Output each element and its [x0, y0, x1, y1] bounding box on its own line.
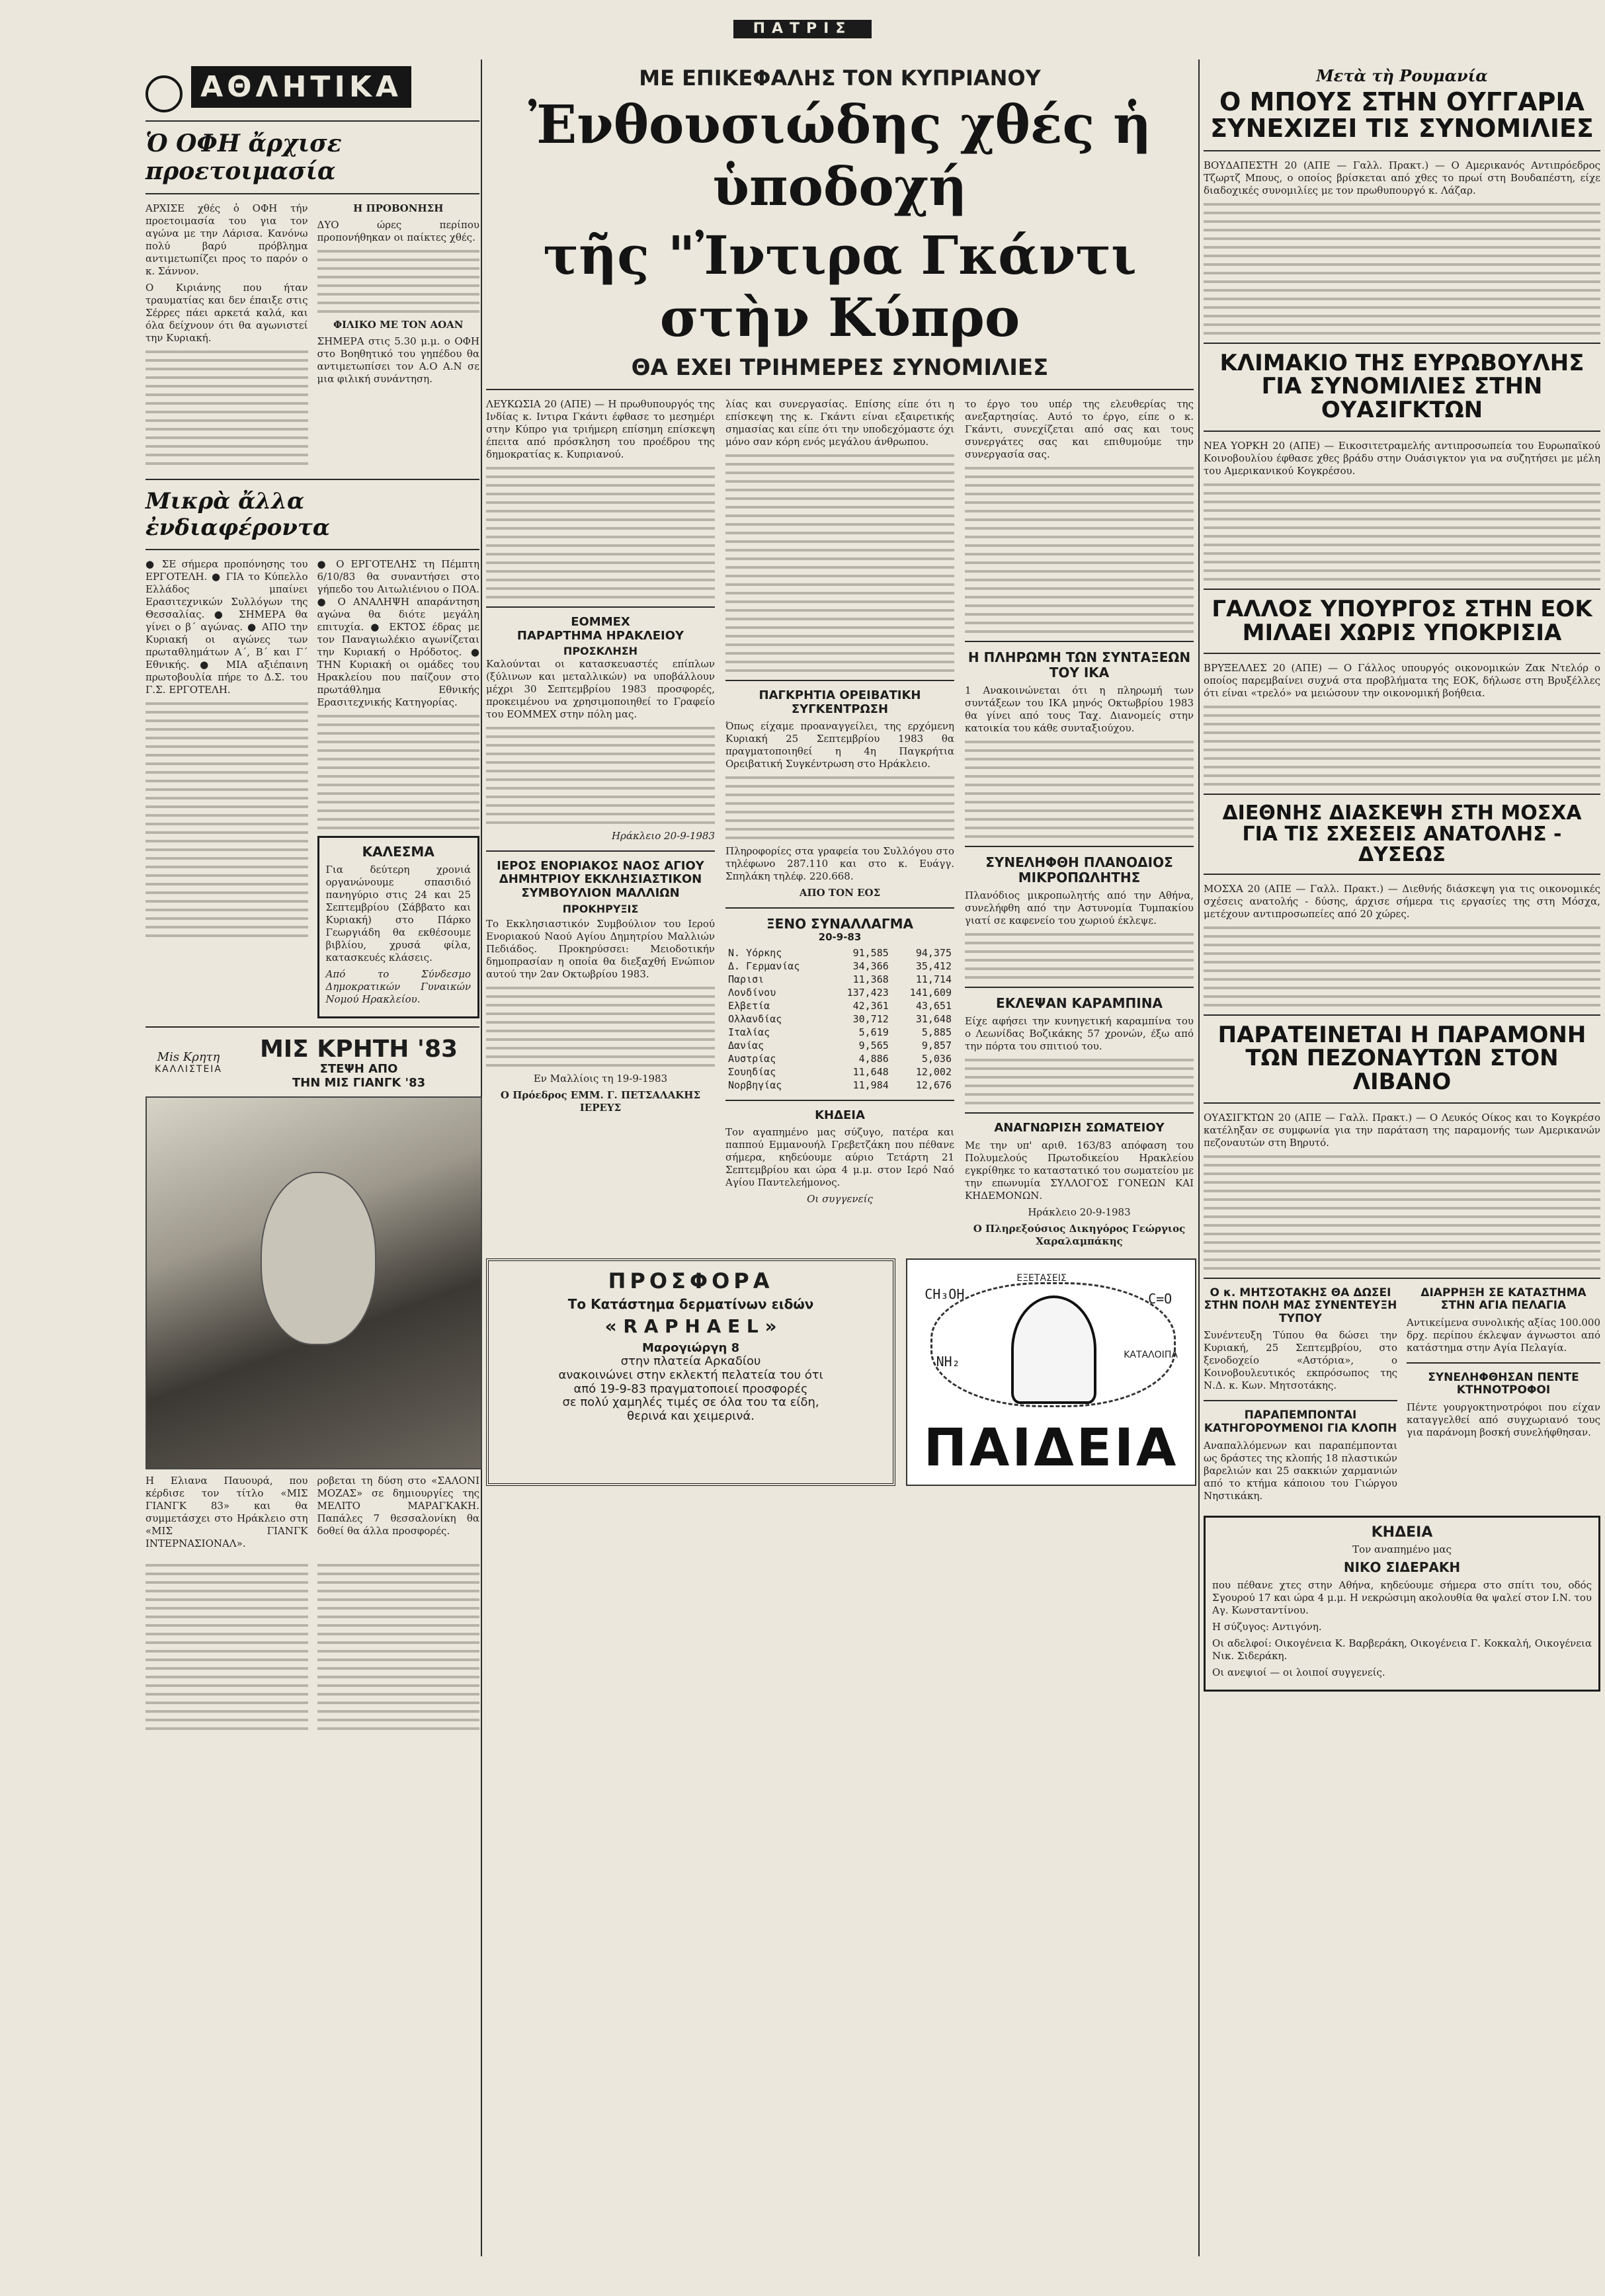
forex-cell-cur: Λονδίνου	[728, 986, 776, 999]
divider	[725, 907, 954, 909]
main-lead-b: λίας και συνεργασίας. Επίσης είπε ότι η επίσκεψη της κ. Γκάντι είναι εξαιρετικής σημασίας και είπε ότι την υποδεχόμαστε όχι μόνο σαν κόρη ενός μεγάλου άνθρωπου.	[725, 397, 954, 448]
miss-more-text	[145, 1554, 479, 1736]
forex-cell-sell: 94,375	[915, 946, 952, 959]
euro-headline: ΚΛΙΜΑΚΙΟ ΤΗΣ ΕΥΡΩΒΟΥΛΗΣ ΓΙΑ ΣΥΝΟΜΙΛΙΕΣ ΣΤΗΝ ΟΥΑΣΙΓΚΤΩΝ	[1219, 349, 1584, 424]
forex-title: ΞΕΝΟ ΣΥΝΑΛΛΑΓΜΑ	[766, 916, 913, 932]
ad-title: ΠΡΟΣΦΟΡΑ	[608, 1268, 774, 1293]
forex-cell-buy: 11,368	[852, 973, 889, 985]
forex-table-block	[725, 917, 954, 1091]
diarrixi-headline: ΔΙΑΡΡΗΞΗ ΣΕ ΚΑΤΑΣΤΗΜΑ ΣΤΗΝ ΑΓΙΑ ΠΕΛΑΓΙΑ	[1420, 1286, 1586, 1313]
formula-2: C=O	[1148, 1291, 1173, 1307]
ktinotrofoi-text: Πέντε γουργοκτηνοτρόφοι που είχαν καταγγελθεί από συγχωριανό τους για παράνομη βοσκή συνελήφθησαν.	[1407, 1401, 1600, 1438]
obit-sub: Τον αναπημένο μας	[1352, 1543, 1452, 1555]
divider	[1204, 1400, 1397, 1401]
forex-cell-cur: Ν. Υόρκης	[728, 946, 782, 959]
ad-line4: ανακοινώνει στην εκλεκτή πελατεία του ότι	[558, 1368, 823, 1382]
pagkritia-title: ΠΑΓΚΡΗΤΙΑ ΟΡΕΙΒΑΤΙΚΗ ΣΥΓΚΕΝΤΡΩΣΗ	[759, 688, 921, 716]
divider	[1204, 1102, 1600, 1104]
eommex-notice	[486, 616, 715, 658]
ofi-headline: Ὁ ΟΦΗ ἄρχισε προετοιμασία	[145, 129, 342, 185]
masthead	[0, 20, 1605, 44]
divider	[145, 549, 479, 550]
main-headline-2: τῆς "Ἰντιρα Γκάντι στὴν Κύπρο	[543, 224, 1137, 348]
anagnorisi-text: Με την υπ' αριθ. 163/83 απόφαση του Πολυμελούς Πρωτοδικείου Ηρακλείου εγκρίθηκε το καταστατικό του σωματείου με την επωνυμία ΣΥΛΛΟΓΟΣ ΓΟΝΕΩΝ ΚΑΙ ΚΗΔΕΜΟΝΩΝ.	[965, 1139, 1194, 1202]
kalesma-box	[317, 836, 480, 1018]
briefs-headline: Μικρὰ ἄλλα ἐνδιαφέροντα	[145, 487, 330, 541]
eommex-date: Ηράκλειο 20-9-1983	[611, 829, 715, 842]
forex-row	[725, 973, 954, 986]
forex-row	[725, 946, 954, 960]
forex-cell-buy: 11,984	[852, 1079, 889, 1091]
forex-cell-cur: Παρισι	[728, 973, 764, 985]
portrait-face	[261, 1172, 377, 1345]
main-subcolumn-b	[725, 398, 954, 1252]
miss-crete-captions	[145, 1475, 479, 1554]
forex-cell-sell: 12,676	[915, 1079, 952, 1091]
obit-name: ΝΙΚΟ ΣΙΔΕΡΑΚΗ	[1343, 1559, 1461, 1575]
forex-cell-buy: 34,366	[852, 960, 889, 972]
ofi-para2: Ο Κιριάνης που ήταν τραυματίας και δεν έπαιξε στις Σέρρες πάει αρκετά καλά, και όλα δείχνουν ότι θα αγωνιστεί την Κυριακή.	[145, 281, 308, 344]
text-filler	[145, 350, 308, 465]
miss-crete-sub2: ΤΗΝ ΜΙΣ ΓΙΑΝΓΚ '83	[292, 1075, 426, 1090]
main-subcolumn-c	[965, 398, 1194, 1252]
forex-row	[725, 960, 954, 973]
ofi-squad-text: ΣΗΜΕΡΑ στις 5.30 μ.μ. ο ΟΦΗ στο Βοηθητικό του γηπέδου θα αντιμετωπίσει τον Α.Ο Α.Ν σε μια φιλική συνάντηση.	[317, 335, 479, 385]
text-filler	[317, 250, 480, 313]
anagnorisi-sign: Ο Πληρεξούσιος Δικηγόρος Γεώργιος Χαραλαμπάκης	[973, 1222, 1186, 1247]
obit-title: ΚΗΔΕΙΑ	[1371, 1524, 1433, 1541]
lebanon-headline: ΠΑΡΑΤΕΙΝΕΤΑΙ Η ΠΑΡΑΜΟΝΗ ΤΩΝ ΠΕΖΟΝΑΥΤΩΝ ΣΤΟΝ ΛΙΒΑΝΟ	[1217, 1021, 1586, 1096]
text-filler	[317, 715, 480, 829]
forex-cell-sell: 31,648	[915, 1012, 952, 1025]
kideia-text: Τον αγαπημένο μας σύζυγο, πατέρα και παππού Εμμανουήλ Γρεβετζάκη που πέθανε σήμερα, κηδεύουμε αύριο Τετάρτη 21 Σεπτεμβρίου και ώρα 4 μ.μ. στον Ιερό Ναό Αγίου Παντελεήμονος.	[725, 1126, 954, 1189]
sideraki-obituary	[1204, 1516, 1600, 1692]
briefs-story	[145, 558, 479, 1018]
masthead-title: ΠΑΤΡΙΣ	[733, 20, 872, 38]
divider	[145, 1026, 479, 1028]
kideia-title: ΚΗΔΕΙΑ	[815, 1108, 865, 1122]
forex-cell-buy: 4,886	[858, 1052, 889, 1065]
lebanon-text: ΟΥΑΣΙΓΚΤΩΝ 20 (ΑΠΕ — Γαλλ. Πρακτ.) — Ο Λευκός Οίκος και το Κογκρέσο κατέληξαν σε συμφωνία για την παράταση της παραμονής των Αμερικανών πεζοναυτών στη Βηρυτό.	[1204, 1111, 1600, 1149]
klopi-headline: ΠΑΡΑΠΕΜΠΟΝΤΑΙ ΚΑΤΗΓΟΡΟΥΜΕΝΟΙ ΓΙΑ ΚΛΟΠΗ	[1204, 1409, 1397, 1435]
nao-title: ΙΕΡΟΣ ΕΝΟΡΙΑΚΟΣ ΝΑΟΣ ΑΓΙΟΥ ΔΗΜΗΤΡΙΟΥ ΕΚΚΛΗΣΙΑΣΤΙΚΟΝ ΣΥΜΒΟΥΛΙΟΝ ΜΑΛΛΙΩΝ	[497, 858, 704, 901]
karampina-text: Είχε αφήσει την κυνηγετική καραμπίνα του ο Λεωνίδας Βοζικάκης 57 χρονών, έξω από την πόρτα του σπιτιού του.	[965, 1014, 1194, 1052]
local-briefs	[1204, 1287, 1600, 1506]
main-column	[486, 66, 1194, 1486]
divider	[965, 987, 1194, 988]
forex-cell-sell: 9,857	[921, 1039, 952, 1051]
divider	[965, 1112, 1194, 1114]
divider	[1204, 874, 1600, 875]
forex-cell-cur: Ιταλίας	[728, 1026, 770, 1038]
mitsotakis-headline: Ο κ. ΜΗΤΣΟΤΑΚΗΣ ΘΑ ΔΩΣΕΙ ΣΤΗΝ ΠΟΛΗ ΜΑΣ ΣΥΝΕΝΤΕΥΞΗ ΤΥΠΟΥ	[1204, 1286, 1397, 1325]
forex-cell-buy: 42,361	[852, 999, 889, 1012]
forex-cell-buy: 30,712	[852, 1012, 889, 1025]
ad-brand: « R A P H A E L »	[604, 1315, 777, 1338]
divider	[965, 846, 1194, 847]
forex-cell-cur: Νορβηγίας	[728, 1079, 782, 1091]
eommex-sub2: ΠΡΟΣΚΛΗΣΗ	[563, 645, 638, 658]
ktinotrofoi-headline: ΣΥΝΕΛΗΦΘΗΣΑΝ ΠΕΝΤΕ ΚΤΗΝΟΤΡΟΦΟΙ	[1428, 1370, 1579, 1397]
pagkritia-contact: Πληροφορίες στα γραφεία του Συλλόγου στο τηλέφωνο 287.110 και στο κ. Ευάγγ. Σπηλάκη τηλέφ. 220.668.	[725, 845, 954, 883]
forex-cell-sell: 12,002	[915, 1065, 952, 1078]
divider	[486, 389, 1194, 390]
ad-line3: στην πλατεία Αρκαδίου	[620, 1354, 761, 1369]
ofi-squad-title: ΦΙΛΙΚΟ ΜΕ ΤΟΝ ΑΟΑΝ	[333, 318, 464, 331]
raphael-ad	[486, 1258, 895, 1486]
obit-others: Οι ανεψιοί — οι λοιποί συγγενείς.	[1212, 1666, 1385, 1678]
paideia-word: ΠΑΙΔΕΙΑ	[923, 1418, 1179, 1478]
planodios-title: ΣΥΝΕΛΗΦΘΗ ΠΛΑΝΟΔΙΟΣ ΜΙΚΡΟΠΩΛΗΤΗΣ	[985, 854, 1173, 885]
briefs-left: ● ΣΕ σήμερα προπόνησης του ΕΡΓΟΤΕΛΗ. ● ΓΙΑ το Κύπελλο Ελλάδος μπαίνει Ερασιτεχνικών Συλλόγων της Θεσσαλίας. ● ΣΗΜΕΡΑ θα γίνει ο β΄ αγώνας. ● ΑΠΟ την Κυριακή οι αγώνες των πρωταθλημάτων Α΄, Β΄ και Γ΄ Εθνικής. ● ΜΙΑ αξιέπαινη πρωτοβουλία πήρε το Δ.Σ. του Γ.Σ. ΕΡΓΟΤΕΛΗ.	[145, 557, 308, 696]
divider	[725, 680, 954, 681]
delors-headline: ΓΑΛΛΟΣ ΥΠΟΥΡΓΟΣ ΣΤΗΝ ΕΟΚ ΜΙΛΑΕΙ ΧΩΡΙΣ ΥΠΟΚΡΙΣΙΑ	[1212, 595, 1592, 646]
divider	[145, 479, 479, 480]
moscow-headline: ΔΙΕΘΝΗΣ ΔΙΑΣΚΕΨΗ ΣΤΗ ΜΟΣΧΑ ΓΙΑ ΤΙΣ ΣΧΕΣΕΙΣ ΑΝΑΤΟΛΗΣ - ΔΥΣΕΩΣ	[1222, 801, 1582, 867]
planodios-text: Πλανόδιος μικροπωλητής από την Αθήνα, συνελήφθη από την Αστυνομία Τυμπακίου γιατί σε καφενείο του χωριού έκλεψε.	[965, 889, 1194, 926]
bush-kicker: Μετὰ τὴ Ρουμανία	[1316, 66, 1488, 85]
nao-date: Εν Μαλλίοις τη 19-9-1983	[533, 1073, 668, 1085]
miss-crete-title: ΜΙΣ ΚΡΗΤΗ '83	[259, 1035, 458, 1063]
kalesma-title: ΚΑΛΕΣΜΑ	[362, 843, 434, 860]
graphic-label-1: ΚΑΤΑΛΟΙΠΑ	[1124, 1349, 1178, 1360]
obit-text: που πέθανε χτες στην Αθήνα, κηδεύουμε σήμερα στο σπίτι του, οδός Σγουρού 17 και ώρα 4 μ.μ. Η νεκρώσιμη ακολουθία θα ψαλεί στον Ι.Ν. του Αγ. Κωνσταντίνου.	[1212, 1578, 1592, 1616]
divider	[145, 120, 479, 122]
ad-line5: από 19-9-83 πραγματοποιεί προσφορές	[573, 1381, 808, 1396]
delors-text: ΒΡΥΞΕΛΛΕΣ 20 (ΑΠΕ) — Ο Γάλλος υπουργός οικονομικών Ζακ Ντελόρ ο οποίος παρεμβαίνει συχνά στα προβλήματα της ΕΟΚ, δήλωσε στη Βρυξέλλες ότι είναι «τρελό» να μειώσουν την οικονομική βοήθεια.	[1204, 662, 1600, 700]
forex-row	[725, 986, 954, 999]
kideia-sign: Οι συγγενείς	[807, 1193, 873, 1206]
forex-cell-cur: Ελβετία	[728, 999, 770, 1012]
forex-cell-cur: Δ. Γερμανίας	[728, 960, 800, 972]
nao-text: Το Εκκλησιαστικόν Συμβούλιον του Ιερού Ενοριακού Ναού Αγίου Δημητρίου Μαλλιών Πεδιάδος. Προκηρύσσει: Μειοδοτικήν δημοπρασίαν η οποία θα διεξαχθή Ενώπιον αυτού την 2αν Οκτωβρίου 1983.	[486, 918, 715, 981]
divider	[486, 850, 715, 852]
paideia-graphic	[906, 1258, 1196, 1486]
divider	[1204, 1278, 1600, 1279]
dove-shape	[1011, 1295, 1097, 1404]
forex-cell-sell: 43,651	[915, 999, 952, 1012]
forex-row	[725, 1052, 954, 1065]
divider	[1204, 1014, 1600, 1016]
divider	[1204, 794, 1600, 795]
main-kicker: ΜΕ ΕΠΙΚΕΦΑΛΗΣ ΤΟΝ ΚΥΠΡΙΑΝΟΥ	[639, 65, 1041, 91]
pliromi-title: Η ΠΛΗΡΩΜΗ ΤΩΝ ΣΥΝΤΑΞΕΩΝ ΤΟΥ ΙΚΑ	[967, 649, 1191, 680]
pagkritia-text: Όπως είχαμε προαναγγείλει, της ερχόμενη Κυριακή 25 Σεπτεμβρίου 1983 θα πραγματοποιηθεί η 4η Παγκρήτια Ορειβατική Συγκέντρωση στο Ηράκλειο.	[725, 720, 954, 770]
forex-date: 20-9-83	[818, 931, 862, 944]
main-lead-c: το έργο του υπέρ της ελευθερίας της ανεξαρτησίας. Αυτό το έργο, είπε ο κ. Γκάντι, συνεχίζεται από σας και τους συνεργάτες σας και επιθυμούμε την συνεργασία σας.	[965, 397, 1194, 460]
obit-wife: Η σύζυγος: Αντιγόνη.	[1212, 1620, 1322, 1633]
forex-row	[725, 1065, 954, 1079]
forex-cell-buy: 9,565	[858, 1039, 889, 1051]
paideia-graphic-wrap	[906, 1258, 1194, 1486]
forex-row	[725, 1079, 954, 1092]
karampina-title: ΕΚΛΕΨΑΝ ΚΑΡΑΜΠΙΝΑ	[996, 995, 1163, 1011]
world-column	[1204, 66, 1600, 1692]
euro-text: ΝΕΑ ΥΟΡΚΗ 20 (ΑΠΕ) — Εικοσιτετραμελής αντιπροσωπεία του Ευρωπαϊκού Κοινοβουλίου έφθασε χθες βράδυ στην Ουάσιγκτον για να συζητήσει με μέλη του Αμερικανικού Κογκρέσου.	[1204, 439, 1600, 477]
moscow-text: ΜΟΣΧΑ 20 (ΑΠΕ — Γαλλ. Πρακτ.) — Διεθνής διάσκεψη για τις οικονομικές σχέσεις ανατολής - δύσης, άρχισε σήμερα τις εργασίες της στη Μόσχα, μετέχουν αντιπροσωπείες από 20 χώρες.	[1204, 882, 1600, 920]
miss-caption-left: Η Ελιανα Παυουρά, που κέρδισε τον τίτλο «ΜΙΣ ΓΙΑΝΓΚ 83» και θα συμμετάσχει στο Ηράκλειο στη «ΜΙΣ ΓΙΑΝΓΚ ΙΝΤΕΡΝΑΣΙΟΝΑΛ».	[145, 1475, 308, 1550]
briefs-right: ● Ο ΕΡΓΟΤΕΛΗΣ τη Πέμπτη 6/10/83 θα συναντήσει στο γήπεδο του Αιτωλιένιου ο ΠΟΑ. ● Ο ΑΝΑΛΗΨΗ απαράντηση αγώνα θα διότε μεγάλη επιτυχία. ● ΕΚΤΟΣ έδρας με τον Παναγιωλέκιο αγωνίζεται την Κυριακή ο Ηρόδοτος. ● ΤΗΝ Κυριακή οι ομάδες του Ηρακλείου που παίζουν στο πρωτάθλημα Εθνικής Ερασιτεχνικής Κατηγορίας.	[317, 557, 479, 708]
forex-table	[725, 946, 954, 1092]
forex-cell-cur: Σουηδίας	[728, 1065, 776, 1078]
forex-cell-cur: Ολλανδίας	[728, 1012, 782, 1025]
nao-sub: ΠΡΟΚΗΡΥΞΙΣ	[562, 902, 639, 915]
ofi-lead: ΑΡΧΙΣΕ χθές ὁ ΟΦΗ τήν προετοιμασία του για τον αγώνα με την Λάρισα. Κανόνω πολύ βαρύ πρόβλημα αντιμετωπίζει προς το παρόν ο κ. Σάννον.	[145, 202, 308, 277]
divider	[145, 193, 479, 194]
divider	[1204, 653, 1600, 654]
main-headline-1: Ἐνθουσιώδης χθές ἡ ὑποδοχή	[528, 93, 1152, 218]
ad-line6: σε πολύ χαμηλές τιμές σε όλα του τα είδη,	[562, 1395, 819, 1410]
divider	[965, 641, 1194, 642]
eommex-text: Καλούνται οι κατασκευαστές επίπλων (ξύλινων και μεταλλικών) να υποβάλλουν μέχρι 30 Σεπτεμβρίου 1983 προσφορές, προκειμένου να χρησιμοποιηθεί το Γραφείο του ΕΟΜΜΕΧ στην πόλη μας.	[486, 657, 715, 720]
ofi-para3: ΔΥΟ ώρες περίπου προπονήθηκαν οι παίκτες χθές.	[317, 218, 479, 243]
miss-caption-right: ροβεται τη δύση στο «ΣΑΛΟΝΙ ΜΟΖΑΣ» σε δημιουργίες της ΜΕΛΙΤΟ ΜΑΡΑΓΚΑΚΗ. Παπάλες 7 θεσσαλονίκη θα δοθεί θα άλλα προσφορές.	[317, 1475, 479, 1538]
eommex-title: ΕΟΜΜΕΧ	[571, 614, 630, 629]
forex-row	[725, 1012, 954, 1026]
sports-column	[145, 66, 479, 1736]
miss-crete-header	[145, 1036, 479, 1090]
main-subcolumn-a	[486, 398, 715, 1252]
ad-line1: Το Κατάστημα δερματίνων ειδών	[567, 1296, 814, 1313]
sports-section-header	[145, 66, 479, 112]
formula-3: NH₂	[936, 1354, 960, 1370]
mitsotakis-text: Συνέντευξη Τύπου θα δώσει την Κυριακή, 25 Σεπτεμβρίου, στο ξενοδοχείο «Αστόρια», ο Κοινοβουλευτικός εκπρόσωπος της Ν.Δ. κ. Κων. Μητσοτάκης.	[1204, 1329, 1397, 1392]
forex-cell-buy: 5,619	[858, 1026, 889, 1038]
main-lead-a: ΛΕΥΚΩΣΙΑ 20 (ΑΠΕ) — Η πρωθυπουργός της Ινδίας κ. Ιντιρα Γκάντι έφθασε το μεσημέρι στην Κύπρο για τριήμερη επίσημη επίσκεψη έπειτα από πρόσκληση του προέδρου της δημοκρατίας κ. Κυπριανού.	[486, 397, 715, 460]
diarrixi-text: Αντικείμενα συνολικής αξίας 100.000 δρχ. περίπου έκλεψαν άγνωστοι από κατάστημα στην Αγία Πελαγία.	[1407, 1316, 1600, 1354]
pliromi-text: 1 Ανακοινώνεται ότι η πληρωμή των συντάξεων του ΙΚΑ μηνός Οκτωβρίου 1983 θα γίνει από τους Ταχ. Διανομείς στην κατοικία του κάθε συνταξιούχου.	[965, 684, 1194, 734]
forex-cell-sell: 35,412	[915, 960, 952, 972]
graphic-label-2: ΕΞΕΤΑΣΕΙΣ	[1016, 1272, 1067, 1284]
divider	[1204, 589, 1600, 590]
bush-headline: Ο ΜΠΟΥΣ ΣΤΗΝ ΟΥΓΓΑΡΙΑ ΣΥΝΕΧΙΖΕΙ ΤΙΣ ΣΥΝΟΜΙΛΙΕΣ	[1210, 87, 1594, 143]
pagkritia-sign: ΑΠΟ ΤΟΝ ΕΟΣ	[799, 887, 881, 899]
ofi-subhead: Η ΠΡΟΒΟΝΗΣΗ	[353, 202, 444, 214]
text-filler	[145, 702, 308, 937]
kalesma-text: Για δεύτερη χρονιά οργανώνουμε σπασιδιό πανηγύριο στις 24 και 25 Σεπτεμβρίου (Σάββατο και Κυριακή) στο Πάρκο Γεωργιάδη θα εκθέσουμε βιβλίου, χρυσά φίλα, κατασκευές κλάσεις.	[325, 863, 471, 964]
nao-sign: Ο Πρόεδρος ΕΜΜ. Γ. ΠΕΤΣΑΛΑΚΗΣ ΙΕΡΕΥΣ	[500, 1089, 701, 1114]
forex-cell-buy: 91,585	[852, 946, 889, 959]
divider	[1204, 343, 1600, 344]
ofi-story	[145, 202, 479, 471]
ad-line2: Μαρογιώργη 8	[641, 1340, 740, 1355]
main-subhead: ΘΑ ΕΧΕΙ ΤΡΙΗΜΕΡΕΣ ΣΥΝΟΜΙΛΙΕΣ	[631, 354, 1049, 381]
sports-section-label: ΑΘΛΗΤΙΚΑ	[191, 66, 411, 108]
miss-crete-photo	[145, 1096, 482, 1469]
forex-row	[725, 1039, 954, 1052]
divider	[1204, 430, 1600, 432]
forex-cell-sell: 5,036	[921, 1052, 952, 1065]
eommex-sub: ΠΑΡΑΡΤΗΜΑ ΗΡΑΚΛΕΙΟΥ	[516, 628, 684, 643]
bush-text: ΒΟΥΔΑΠΕΣΤΗ 20 (ΑΠΕ — Γαλλ. Πρακτ.) — Ο Αμερικανός Αντιπρόεδρος Τζωρτζ Μπους, ο οποίος βρίσκεται από χθες το πρωί στη Βουδαπέστη, είχε διαδοχικές συνομιλίες με τον πρωθυπουργό κ. Λάζαρ.	[1204, 159, 1600, 196]
anagnorisi-date: Ηράκλειο 20-9-1983	[1028, 1206, 1131, 1218]
forex-cell-cur: Δανίας	[728, 1039, 764, 1051]
anagnorisi-title: ΑΝΑΓΝΩΡΙΣΗ ΣΩΜΑΤΕΙΟΥ	[994, 1120, 1165, 1135]
forex-cell-sell: 5,885	[921, 1026, 952, 1038]
forex-cell-cur: Αυστρίας	[728, 1052, 776, 1065]
bottom-row	[486, 1258, 1194, 1486]
football-icon	[145, 75, 183, 112]
forex-row	[725, 999, 954, 1012]
forex-cell-buy: 137,423	[846, 986, 889, 999]
forex-row	[725, 1026, 954, 1039]
klopi-text: Αναπαλλόμενων και παραπέμπονται ως δράστες της κλοπής 18 πλαστικών βαρελιών και 25 σακκιών χαρμανιών από το κτήμα κάποιου του Γιώργου Νηστικάκη.	[1204, 1439, 1397, 1502]
divider	[1407, 1362, 1600, 1364]
ad-line7: θερινά και χειμερινά.	[627, 1409, 755, 1423]
formula-1: CH₃OH	[925, 1286, 965, 1303]
forex-cell-buy: 11,648	[852, 1065, 889, 1078]
main-story	[486, 398, 1194, 1252]
obit-siblings: Οι αδελφοί: Οικογένεια Κ. Βαρβεράκη, Οικογένεια Γ. Κοκκαλή, Οικογένεια Νικ. Σιδεράκη.	[1212, 1637, 1592, 1662]
miss-crete-logo: Mis Kρητη ΚΑΛΛΙΣΤΕΙΑ	[155, 1050, 222, 1075]
forex-cell-sell: 11,714	[915, 973, 952, 985]
divider	[1204, 150, 1600, 151]
column-rule-2	[1198, 60, 1200, 2256]
miss-crete-sub1: ΣΤΕΨΗ ΑΠΟ	[319, 1061, 398, 1076]
divider	[486, 606, 715, 608]
forex-cell-sell: 141,609	[909, 986, 952, 999]
divider	[725, 1100, 954, 1101]
kalesma-sign: Από το Σύνδεσμο Δημοκρατικών Γυναικών Νομού Ηρακλείου.	[325, 967, 471, 1005]
